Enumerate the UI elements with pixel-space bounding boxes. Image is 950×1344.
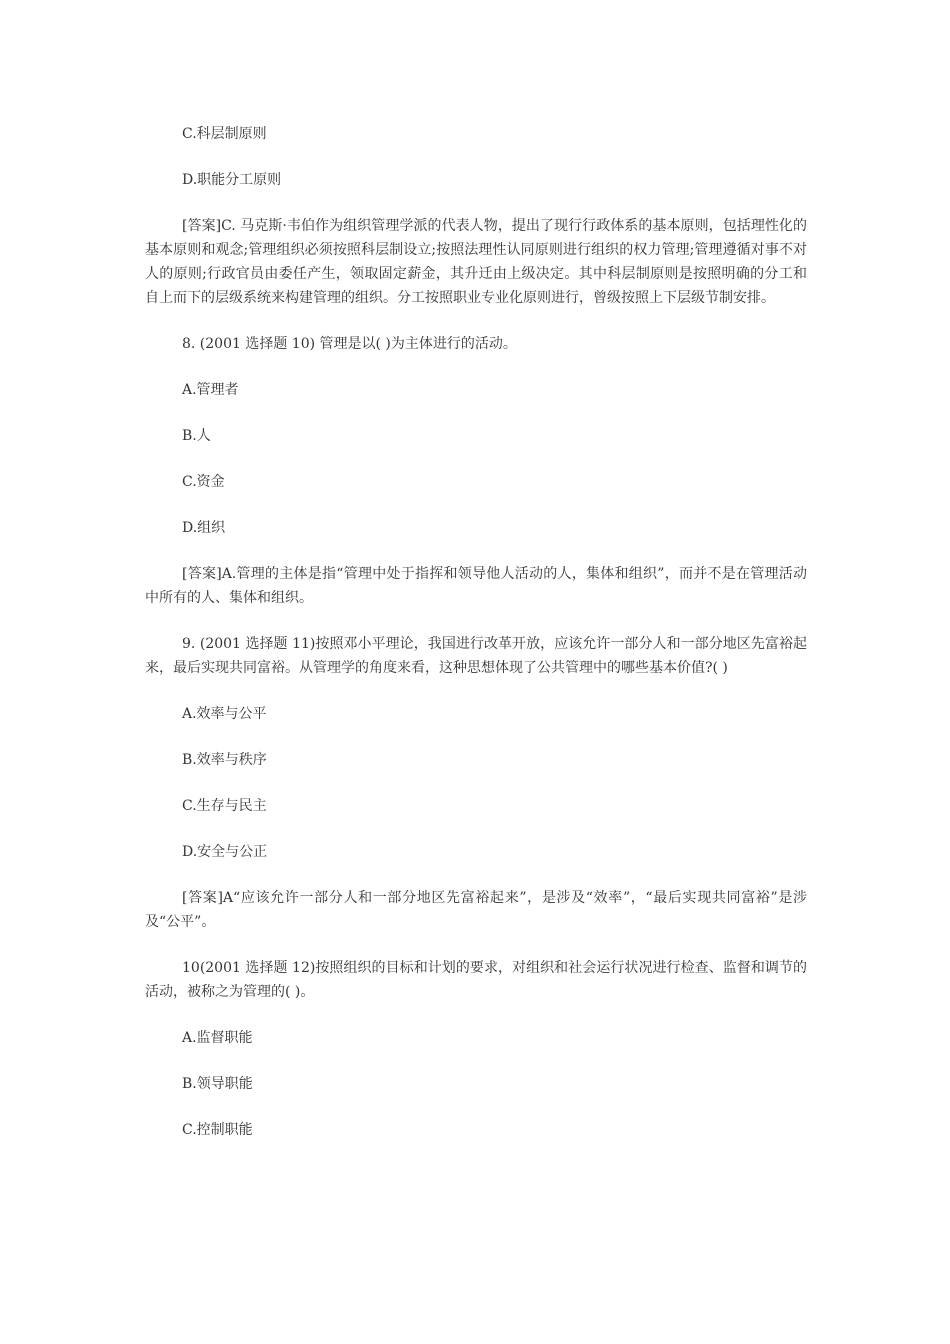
option-c-bureaucracy: C.科层制原则: [182, 126, 267, 142]
option-c-funds: C.资金: [182, 474, 225, 490]
question-8: 8. (2001 选择题 10) 管理是以( )为主体进行的活动。: [182, 336, 517, 352]
document-page: [145, 122, 807, 1164]
answer-explanation-7: [答案]C. 马克斯·韦伯作为组织管理学派的代表人物，提出了现行行政体系的基本原则，包括理性化的基本原则和观念;管理组织必须按照科层制设立;按照法理性认同原则进行组织的权力管理;管理遵循对事不对人的原则;行政官员由委任产生，领取固定薪金，其升迁由上级决定。其中科层制原则是按照明确的分工和自上而下的层级系统来构建管理的组织。分工按照职业专业化原则进行，曾级按照上下层级节制安排。: [145, 218, 807, 306]
option-d-organization: D.组织: [182, 520, 226, 536]
answer-explanation-8: [答案]A.管理的主体是指“管理中处于指挥和领导他人活动的人，集体和组织”，而并不是在管理活动中所有的人、集体和组织。: [145, 566, 807, 606]
question-10: 10(2001 选择题 12)按照组织的目标和计划的要求，对组织和社会运行状况进行检查、监督和调节的活动，被称之为管理的( )。: [145, 960, 807, 1000]
option-b-leadership: B.领导职能: [182, 1076, 253, 1092]
option-b-person: B.人: [182, 428, 211, 444]
answer-explanation-9: [答案]A“应该允许一部分人和一部分地区先富裕起来”，是涉及“效率”，“最后实现共同富裕”是涉及“公平”。: [145, 890, 807, 930]
option-c-survival-democracy: C.生存与民主: [182, 798, 267, 814]
option-d-division-of-labor: D.职能分工原则: [182, 172, 282, 188]
option-d-security-justice: D.安全与公正: [182, 844, 268, 860]
question-9: 9. (2001 选择题 11)按照邓小平理论，我国进行改革开放，应该允许一部分人和一部分地区先富裕起来，最后实现共同富裕。从管理学的角度来看，这种思想体现了公共管理中的哪些基本价值?( ): [145, 636, 807, 676]
option-b-efficiency-order: B.效率与秩序: [182, 752, 267, 768]
option-a-efficiency-fairness: A.效率与公平: [182, 706, 267, 722]
option-a-supervision: A.监督职能: [182, 1030, 253, 1046]
option-c-control: C.控制职能: [182, 1122, 253, 1138]
option-a-manager: A.管理者: [182, 382, 239, 398]
